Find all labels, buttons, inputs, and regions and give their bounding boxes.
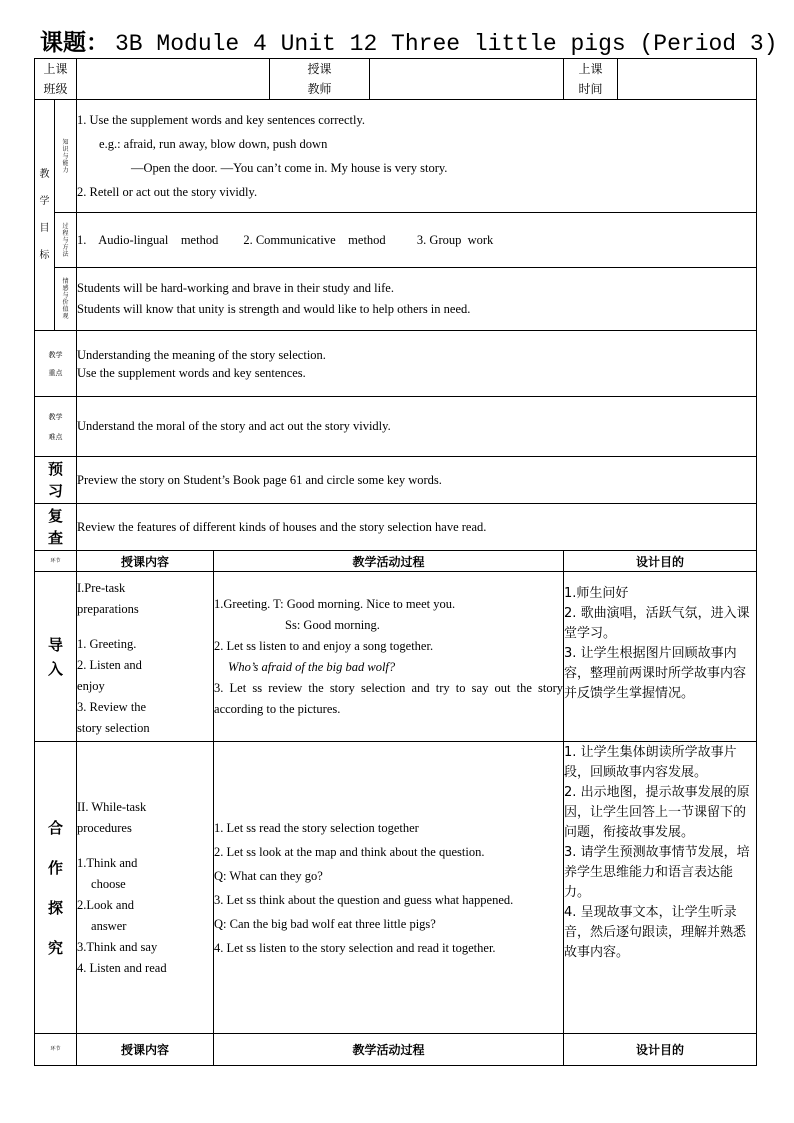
objectives-side-label: 教 学 目 标 [35,100,55,331]
lead-in-process: 1.Greeting. T: Good morning. Nice to meet you. Ss: Good morning. 2. Let ss listen to and enjoy a song together. Who’s afraid of the big bad wolf? 3. Let ss review the story selection and try to say out the story according to the pictures. [214,572,564,742]
content-header: 授课内容 [77,551,214,572]
knowledge-label: 知 识 与 能 力 [55,100,77,213]
while-task-row [35,742,757,1034]
while-task-process: 1. Let ss read the story selection together 2. Let ss look at the map and think about the question. Q: What can they go? 3. Let ss think about the question and guess what happened. Q: Can the big bad wolf eat three little pigs? 4. Let ss listen to the story selection and read it together. [214,742,564,1034]
while-task-content: II. While-task procedures 1.Think and choose 2.Look and answer 3.Think and say 4. Listen and read [77,742,214,1034]
key-points-row [35,331,757,397]
objective-knowledge-row [35,100,757,213]
lead-in-row [35,572,757,742]
review-row [35,504,757,551]
title-prefix: 课题： [40,30,109,56]
emotion-content: Students will be hard-working and brave in their study and life. Students will know that unity is strength and would like to help others in need. [77,268,757,331]
purpose-footer: 设计目的 [564,1034,757,1066]
page-title [40,24,784,57]
key-points-content: Understanding the meaning of the story selection. Use the supplement words and key sentences. [77,331,757,397]
emotion-label: 情 感 与 价 值 观 [55,268,77,331]
class-value[interactable] [77,59,270,100]
preview-label: 预 习 [35,457,77,504]
objective-emotion-row [35,268,757,331]
preview-row [35,457,757,504]
lesson-plan-table [34,58,757,1066]
process-content: 1. Audio-lingual method 2. Communicative method 3. Group work [77,213,757,268]
preview-content: Preview the story on Student’s Book page 61 and circle some key words. [77,457,757,504]
while-task-purpose: 1. 让学生集体朗读所学故事片段，回顾故事内容发展。 2. 出示地图，提示故事发展的原因，让学生回答上一节课留下的问题，衔接故事发展。 3. 请学生预测故事情节发展，培养学生思维能力和语言表达能力。 4. 呈现故事文本，让学生听录音，然后逐句跟读，理解并熟悉故事内容。 [564,742,757,1034]
lead-in-purpose: 1.师生问好 2. 歌曲演唱，活跃气氛，进入课堂学习。 3. 让学生根据图片回顾故事内容，整理前两课时所学故事内容并反馈学生掌握情况。 [564,572,757,742]
while-task-label: 合 作 探 究 [35,742,77,1034]
lead-in-content: I.Pre-task preparations 1. Greeting. 2. Listen and enjoy 3. Review the story selection [77,572,214,742]
objective-process-row [35,213,757,268]
content-footer: 授课内容 [77,1034,214,1066]
difficulties-label: 教学 难点 [35,397,77,457]
lead-in-label: 导 入 [35,572,77,742]
process-header: 教学活动过程 [214,551,564,572]
teacher-value[interactable] [370,59,564,100]
stage-footer: 环节 [35,1034,77,1066]
purpose-header: 设计目的 [564,551,757,572]
process-label: 过 程 与 方 法 [55,213,77,268]
knowledge-content: 1. Use the supplement words and key sentences correctly. e.g.: afraid, run away, blow down, push down —Open the door. —You can’t come in. My house is very story. 2. Retell or act out the story vividly. [77,100,757,213]
class-label: 上课 班级 [35,59,77,100]
difficulties-content: Understand the moral of the story and act out the story vividly. [77,397,757,457]
key-points-label: 教学 重点 [35,331,77,397]
header-row [35,59,757,100]
time-value[interactable] [618,59,757,100]
table-head-row [35,551,757,572]
table-foot-row [35,1034,757,1066]
teacher-label: 授课 教师 [270,59,370,100]
time-label: 上课 时间 [564,59,618,100]
stage-header: 环节 [35,551,77,572]
title-text: 3B Module 4 Unit 12 Three little pigs (Period 3) [115,31,778,57]
difficulties-row [35,397,757,457]
review-content: Review the features of different kinds of houses and the story selection have read. [77,504,757,551]
process-footer: 教学活动过程 [214,1034,564,1066]
review-label: 复 查 [35,504,77,551]
